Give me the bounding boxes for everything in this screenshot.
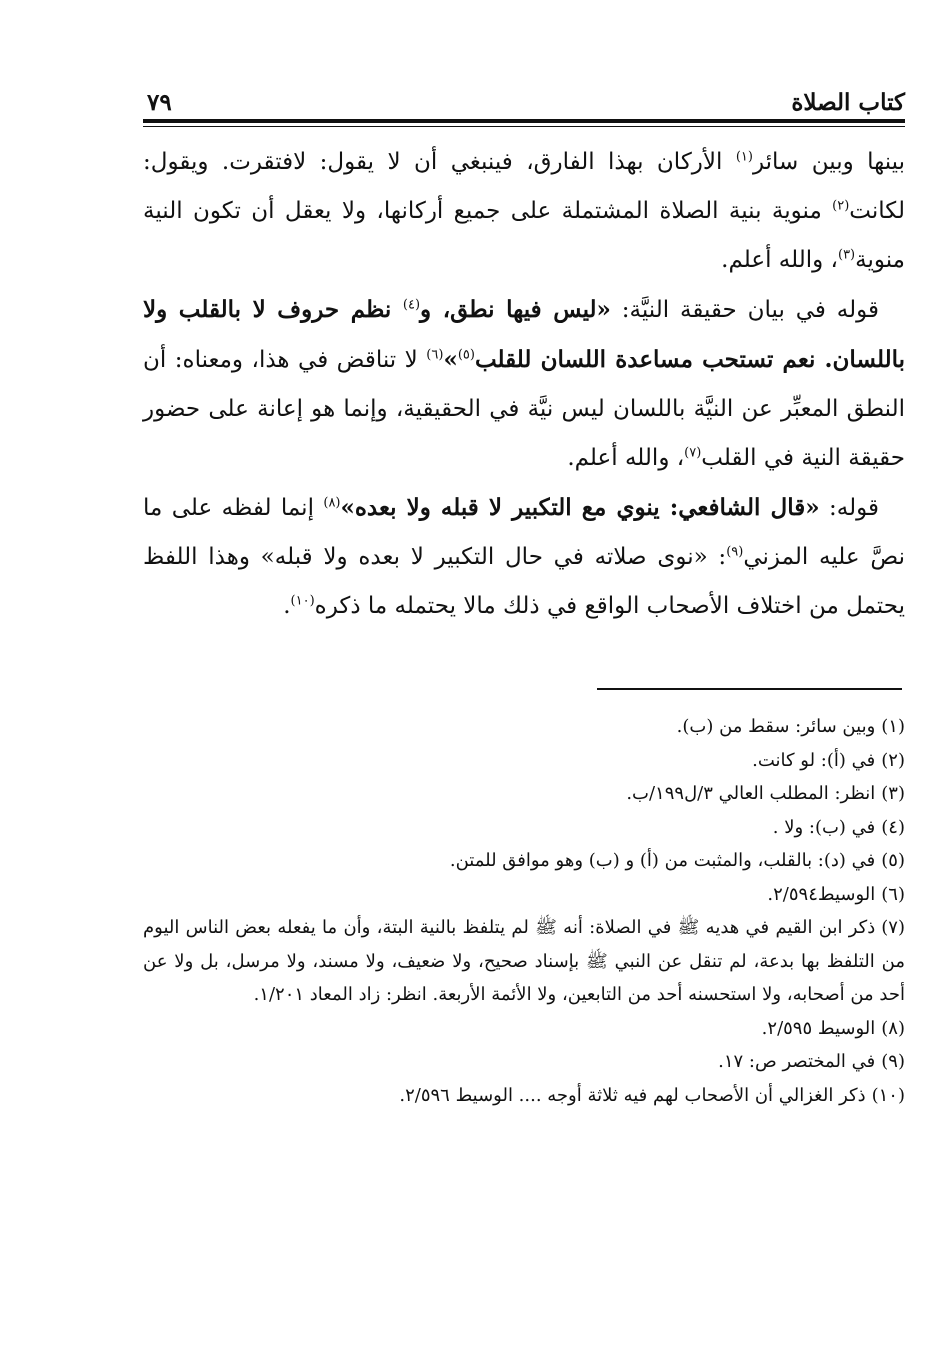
paragraph-2: [143, 285, 905, 483]
footnote-divider: [597, 688, 902, 690]
footnote-9: [143, 1045, 905, 1079]
footnote-number: (٦): [881, 883, 905, 905]
footnote-8: [143, 1012, 905, 1046]
footnote-number: (٢): [881, 749, 905, 771]
footnote-number: (٥): [881, 850, 905, 871]
footnote-text: في المختصر ص: ١٧.: [718, 1051, 876, 1072]
main-text: [143, 138, 905, 631]
footnote-text: انظر: المطلب العالي ٣/ل١٩٩/ب.: [626, 783, 876, 804]
footnote-1: [143, 710, 905, 744]
footnote-text: في (د): بالقلب، والمثبت من (أ) و (ب) وهو موافق للمتن.: [449, 850, 876, 871]
text-run: : «نوى صلاته في حال التكبير لا بعده ولا قبله» وهذا اللفظ يحتمل من اختلاف الأصحاب الواقع في ذلك مالا يحتمله ما ذكره: [143, 544, 905, 619]
footnote-text: ذكر الغزالي أن الأصحاب لهم فيه ثلاثة أوجه .... الوسيط ٢/٥٩٦.: [399, 1084, 866, 1106]
footnote-ref-2: (٢): [832, 198, 850, 214]
quoted-text: »: [443, 346, 458, 373]
footnote-ref-1: (١): [735, 149, 753, 165]
text-run: ، والله أعلم.: [567, 445, 685, 471]
footnote-number: (٧): [881, 917, 905, 938]
footnote-number: (٨): [881, 1017, 905, 1039]
footnotes: [143, 710, 905, 1112]
footnote-ref-7: (٧): [684, 445, 702, 461]
paragraph-1: [143, 138, 905, 285]
footnote-text: وبين سائر: سقط من (ب).: [676, 716, 876, 737]
running-title: كتاب الصلاة: [791, 89, 905, 116]
footnote-7: [143, 911, 905, 1012]
footnote-number: (٩): [881, 1051, 905, 1072]
footnote-ref-6: (٦): [426, 347, 444, 363]
text-run: ، والله أعلم.: [721, 247, 838, 273]
page-number: ٧٩: [147, 89, 172, 116]
paragraph-3: [143, 483, 905, 631]
footnote-3: [143, 777, 905, 811]
quoted-text: «ليس فيها نطق، و: [420, 296, 611, 323]
footnote-number: (١): [881, 716, 905, 737]
footnote-ref-9: (٩): [726, 544, 744, 560]
footnote-5: [143, 844, 905, 878]
footnote-ref-4: (٤): [402, 297, 421, 313]
quoted-text: نظم حروف لا بالقلب ولا باللسان. نعم تستحب مساعدة اللسان للقلب: [143, 296, 905, 373]
text-run: قوله:: [819, 495, 879, 521]
quoted-text: «قال الشافعي: ينوي مع التكبير لا قبله ولا بعده»: [340, 494, 820, 521]
footnote-6: [143, 878, 905, 912]
text-run: لا تناقض في هذا، ومعناه: أن النطق المعبِّر عن النيَّة باللسان ليس نيَّة في الحقيقية، وإنما هو إعانة على حضور حقيقة النية في القلب: [143, 347, 905, 471]
text-run: قوله في بيان حقيقة النيَّة:: [610, 297, 880, 323]
footnote-2: [143, 744, 905, 778]
footnote-number: (١٠): [871, 1084, 905, 1106]
footnote-10: [143, 1079, 905, 1113]
footnote-ref-3: (٣): [837, 247, 856, 263]
header-rule-thin: [143, 126, 905, 127]
text-run: الأركان بهذا الفارق، فينبغي أن لا يقول: لافتقرت. ويقول: لكانت: [143, 149, 905, 224]
text-run: .: [283, 593, 291, 619]
footnote-ref-10: (١٠): [290, 593, 315, 609]
page-header: [143, 88, 905, 118]
footnote-ref-5: (٥): [457, 347, 475, 363]
footnote-text: الوسيط٢/٥٩٤.: [767, 883, 876, 905]
footnote-text: في (ب): ولا .: [772, 816, 876, 838]
text-run: منوية بنية الصلاة المشتملة على جميع أركانها، ولا يعقل أن تكون النية منوية: [143, 198, 905, 273]
footnote-number: (٤): [881, 816, 905, 838]
footnote-text: الوسيط ٢/٥٩٥.: [761, 1017, 876, 1039]
footnote-text: ذكر ابن القيم في هديه ﷺ في الصلاة: أنه ﷺ لم يتلفظ بالنية البتة، وأن ما يفعله بعض الناس اليوم من التلفظ بها بدعة، لم تنقل عن النبي ﷺ بإسناد صحيح، ولا ضعيف، ولا مسند، ولا مرسل، بل ولا عن أحد من أصحابه، ولا استحسنه أحد من التابعين، ولا الأئمة الأربعة. انظر: زاد المعاد ١/٢٠١.: [143, 917, 905, 1005]
text-run: إنما لفظه على ما نصَّ عليه المزني: [143, 495, 905, 570]
footnote-text: في (أ): لو كانت.: [752, 749, 876, 771]
footnote-4: [143, 811, 905, 845]
footnote-ref-8: (٨): [323, 495, 341, 511]
footnote-number: (٣): [881, 783, 905, 804]
text-run: بينها وبين سائر: [752, 149, 906, 175]
header-rule-thick: [143, 119, 905, 123]
